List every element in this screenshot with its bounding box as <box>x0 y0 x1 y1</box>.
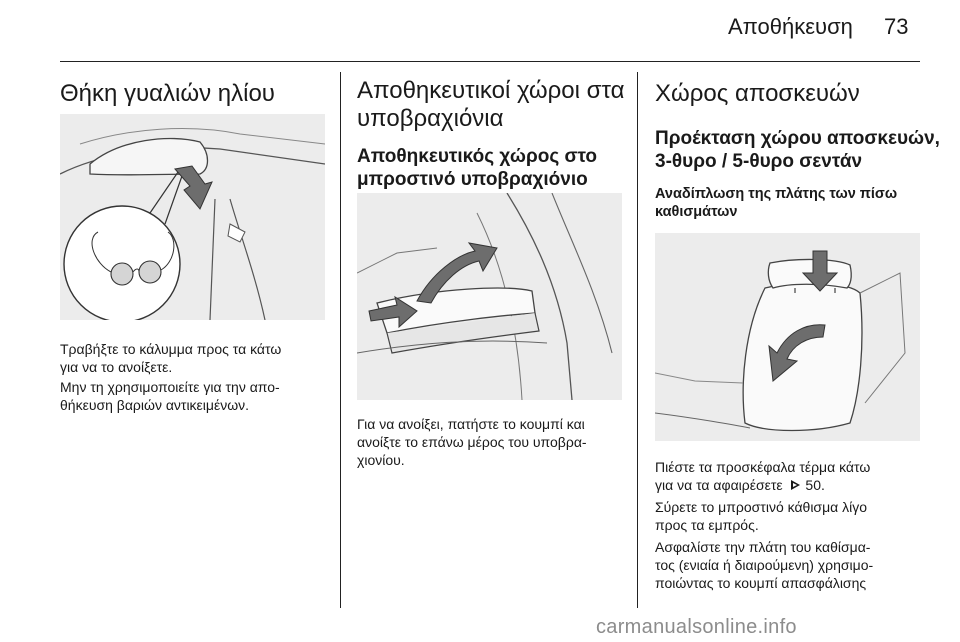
front-armrest-illustration <box>357 193 622 400</box>
paragraph-lock-seatback-line2: τος (ενιαία ή διαιρούμενη) χρησιμο- <box>655 557 874 573</box>
rear-seat-fold-illustration <box>655 233 920 441</box>
paragraph-headrests-line1: Πιέστε τα προσκέφαλα τέρμα κάτω <box>655 459 871 475</box>
paragraph-headrests-line2 <box>655 476 825 495</box>
figure-sunglasses-holder <box>60 114 325 320</box>
paragraph-lock-seatback-line3: ποιώντας το κουμπί απασφάλισης <box>655 575 867 591</box>
subheading-luggage-extension-line1: Προέκταση χώρου αποσκευών, <box>655 128 940 149</box>
paragraph-armrest-line3: χιονίου. <box>357 452 405 468</box>
paragraph-open-instruction-line2: για να το ανοίξετε. <box>60 359 173 375</box>
subheading-front-armrest-line2: μπροστινό υποβραχιόνιο <box>357 169 588 190</box>
minor-heading-fold-seatback-line1: Αναδίπλωση της πλάτης των πίσω <box>655 186 898 202</box>
header-divider <box>60 61 920 62</box>
figure-front-armrest <box>357 193 622 400</box>
paragraph-slide-seat-line2: προς τα εμπρός. <box>655 517 759 533</box>
figure-rear-seat-fold <box>655 233 920 441</box>
column-divider-right <box>637 72 638 608</box>
paragraph-armrest-line2: ανοίξτε το επάνω μέρος του υποβρα- <box>357 434 587 450</box>
paragraph-headrests-line2-text: για να τα αφαιρέσετε <box>655 477 783 493</box>
paragraph-slide-seat-line1: Σύρετε το μπροστινό κάθισμα λίγο <box>655 499 868 515</box>
column-divider-left <box>340 72 341 608</box>
subheading-front-armrest-line1: Αποθηκευτικός χώρος στο <box>357 146 598 167</box>
paragraph-armrest-line1: Για να ανοίξει, πατήστε το κουμπί και <box>357 416 585 432</box>
paragraph-warning-line1: Μην τη χρησιμοποιείτε για την απο- <box>60 379 280 395</box>
page-header-title: Αποθήκευση <box>728 14 853 39</box>
paragraph-lock-seatback-line1: Ασφαλίστε την πλάτη του καθίσμα- <box>655 539 871 555</box>
sunglasses-holder-illustration <box>60 114 325 320</box>
paragraph-open-instruction-line1: Τραβήξτε το κάλυμμα προς τα κάτω <box>60 341 282 357</box>
section-heading-armrest-storage-line1: Αποθηκευτικοί χώροι στα <box>357 77 625 104</box>
page-reference-link[interactable]: 50. <box>805 477 825 493</box>
minor-heading-fold-seatback-line2: καθισμάτων <box>655 204 738 220</box>
section-heading-sunglasses-holder: Θήκη γυαλιών ηλίου <box>60 80 275 107</box>
arrow-reference-icon <box>790 477 801 495</box>
paragraph-warning-line2: θήκευση βαριών αντικειμένων. <box>60 397 250 413</box>
watermark-text: carmanualsonline.info <box>596 616 797 638</box>
page-number: 73 <box>884 14 909 39</box>
section-heading-luggage-area: Χώρος αποσκευών <box>655 80 860 107</box>
subheading-luggage-extension-line2: 3-θυρο / 5-θυρο σεντάν <box>655 151 863 172</box>
section-heading-armrest-storage-line2: υποβραχιόνια <box>357 105 504 132</box>
